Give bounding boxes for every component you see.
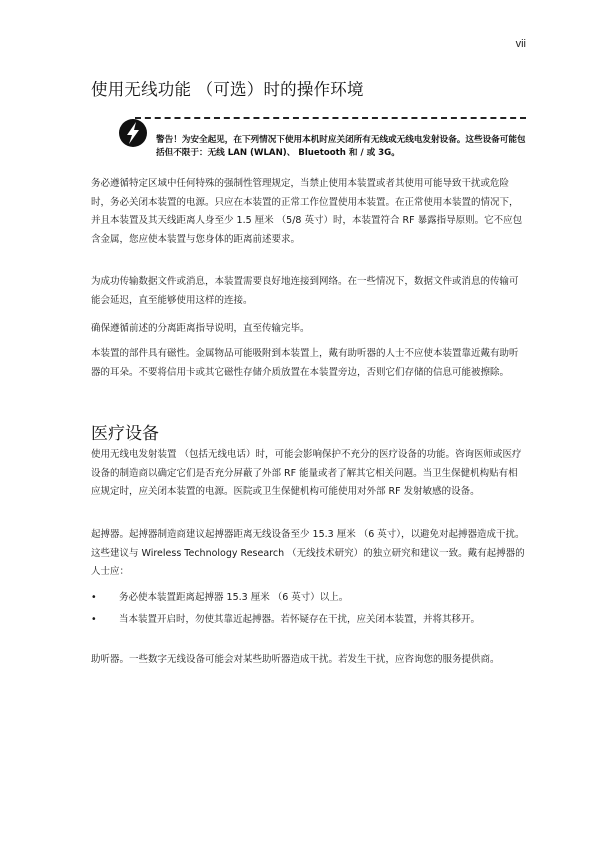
warning-box: [91, 117, 526, 167]
paragraph: 起搏器。起搏器制造商建议起搏器距离无线设备至少 15.3 厘米 （6 英寸），以避免对起搏器造成干扰。这些建议与 Wireless Technology Research （无线技术研究）的独立研究和建议一致。戴有起搏器的人士应：: [91, 529, 525, 577]
paragraph: 助听器。一些数字无线设备可能会对某些助听器造成干扰。若发生干扰，应咨询您的服务提供商。: [91, 654, 500, 665]
page-number: vii: [515, 38, 526, 50]
paragraph: 使用无线电发射装置 （包括无线电话）时，可能会影响保护不充分的医疗设备的功能。咨询医师或医疗设备的制造商以确定它们是否充分屏蔽了外部 RF 能量或者了解其它相关问题。当卫生保健机构贴有相应规定时，应关闭本装置的电源。医院或卫生保健机构可能使用对外部 RF 发射敏感的设备。: [91, 449, 522, 497]
dashed-divider: [135, 117, 526, 119]
list-item-text: 务必使本装置距离起搏器 15.3 厘米 （6 英寸）以上。: [119, 592, 349, 603]
warning-text: 警告！为安全起见，在下列情况下使用本机时应关闭所有无线或无线电发射设备。这些设备可能包括但不限于：无线 LAN (WLAN)、 Bluetooth 和 / 或 3G。: [156, 135, 526, 158]
paragraph: 为成功传输数据文件或消息，本装置需要良好地连接到网络。在一些情况下，数据文件或消息的传输可能会延迟，直至能够使用这样的连接。: [91, 276, 519, 306]
section-title-medical: 医疗设备: [91, 424, 159, 444]
paragraph: 务必遵循特定区域中任何特殊的强制性管理规定，当禁止使用本装置或者其使用可能导致干扰或危险时，务必关闭本装置的电源。只应在本装置的正常工作位置使用本装置。在正常使用本装置的情况下，并且本装置及其天线距离人身至少 1.5 厘米 （5/8 英寸）时，本装置符合 RF 暴露指导原则。它不应包含金属，您应使本装置与您身体的距离前述要求。: [91, 178, 523, 245]
list-item-text: 当本装置开启时，勿使其靠近起搏器。若怀疑存在干扰，应关闭本装置，并将其移开。: [119, 614, 481, 625]
lightning-bolt-warning-icon: [118, 118, 148, 148]
paragraph: 本装置的部件具有磁性。金属物品可能吸附到本装置上，戴有助听器的人士不应使本装置靠近戴有助听器的耳朵。不要将信用卡或其它磁性存储介质放置在本装置旁边，否则它们存储的信息可能被擦除。: [91, 348, 519, 378]
bullet-icon: •: [91, 614, 97, 625]
bullet-icon: •: [91, 592, 97, 603]
section-title-wireless: 使用无线功能 （可选）时的操作环境: [91, 80, 364, 99]
paragraph: 确保遵循前述的分离距离指导说明，直至传输完毕。: [91, 323, 310, 334]
